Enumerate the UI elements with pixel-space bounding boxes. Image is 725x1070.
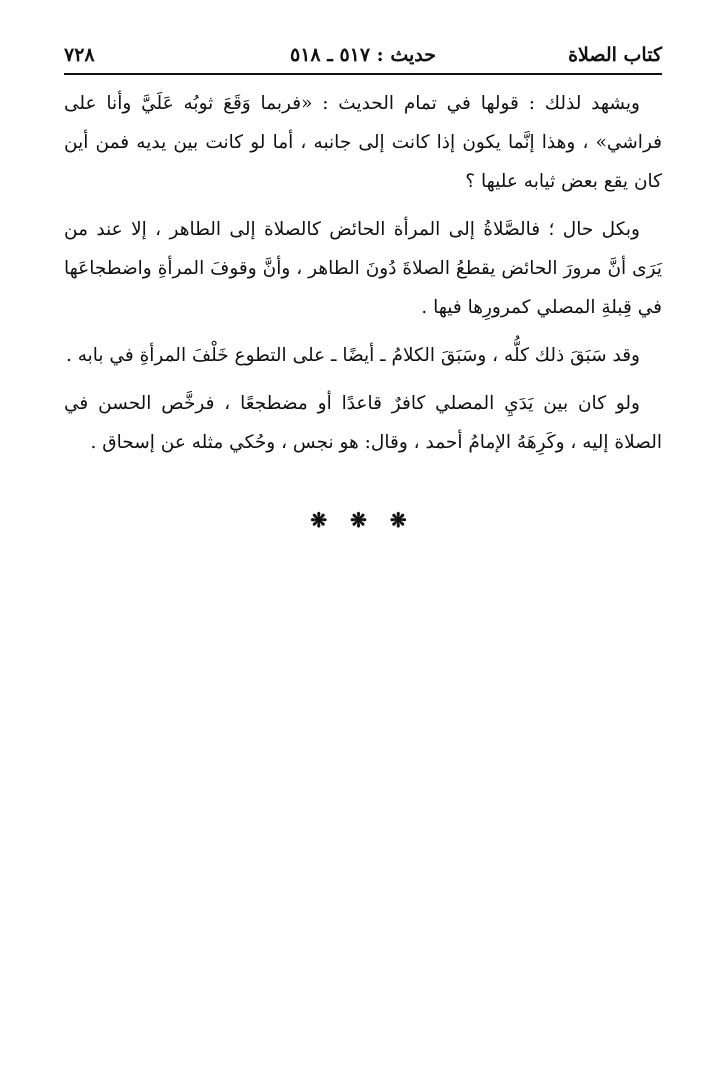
hadith-range: حديث : ٥١٧ ـ ٥١٨ — [290, 44, 436, 66]
page-body — [64, 84, 662, 471]
page-number: ٧٢٨ — [64, 44, 95, 66]
running-header — [64, 38, 662, 72]
paragraph: ويشهد لذلك : قولها في تمام الحديث : «فربما وَقَعَ ثوبُه عَلَيَّ وأنا على فراشي» ، وهذا إنَّما يكون إذا كانت إلى جانبه ، أما لو كانت بين يديه فمن أين كان يقع بعض ثيابه عليها ؟ — [64, 93, 662, 192]
header-rule — [64, 73, 662, 75]
section-separator: ❋ ❋ ❋ — [310, 508, 415, 532]
paragraph: وقد سَبَقَ ذلك كلُّه ، وسَبَقَ الكلامُ ـ أيضًا ـ على التطوع خَلْفَ المرأةِ في بابه . — [65, 345, 640, 366]
paragraph: وبكل حال ؛ فالصَّلاةُ إلى المرأة الحائض كالصلاة إلى الطاهر ، إلا عند من يَرَى أنَّ مرورَ الحائض يقطعُ الصلاةَ دُونَ الطاهر ، وأنَّ وقوفَ المرأةِ واضطجاعَها في قِبلةِ المصلي كمرورِها فيها . — [64, 219, 662, 318]
book-title: كتاب الصلاة — [568, 44, 662, 66]
paragraph: ولو كان بين يَدَيِ المصلي كافرٌ قاعدًا أو مضطجعًا ، فرخَّص الحسن في الصلاة إليه ، وكَرِهَهُ الإمامُ أحمد ، وقال: هو نجس ، وحُكي مثله عن إسحاق . — [64, 393, 662, 453]
